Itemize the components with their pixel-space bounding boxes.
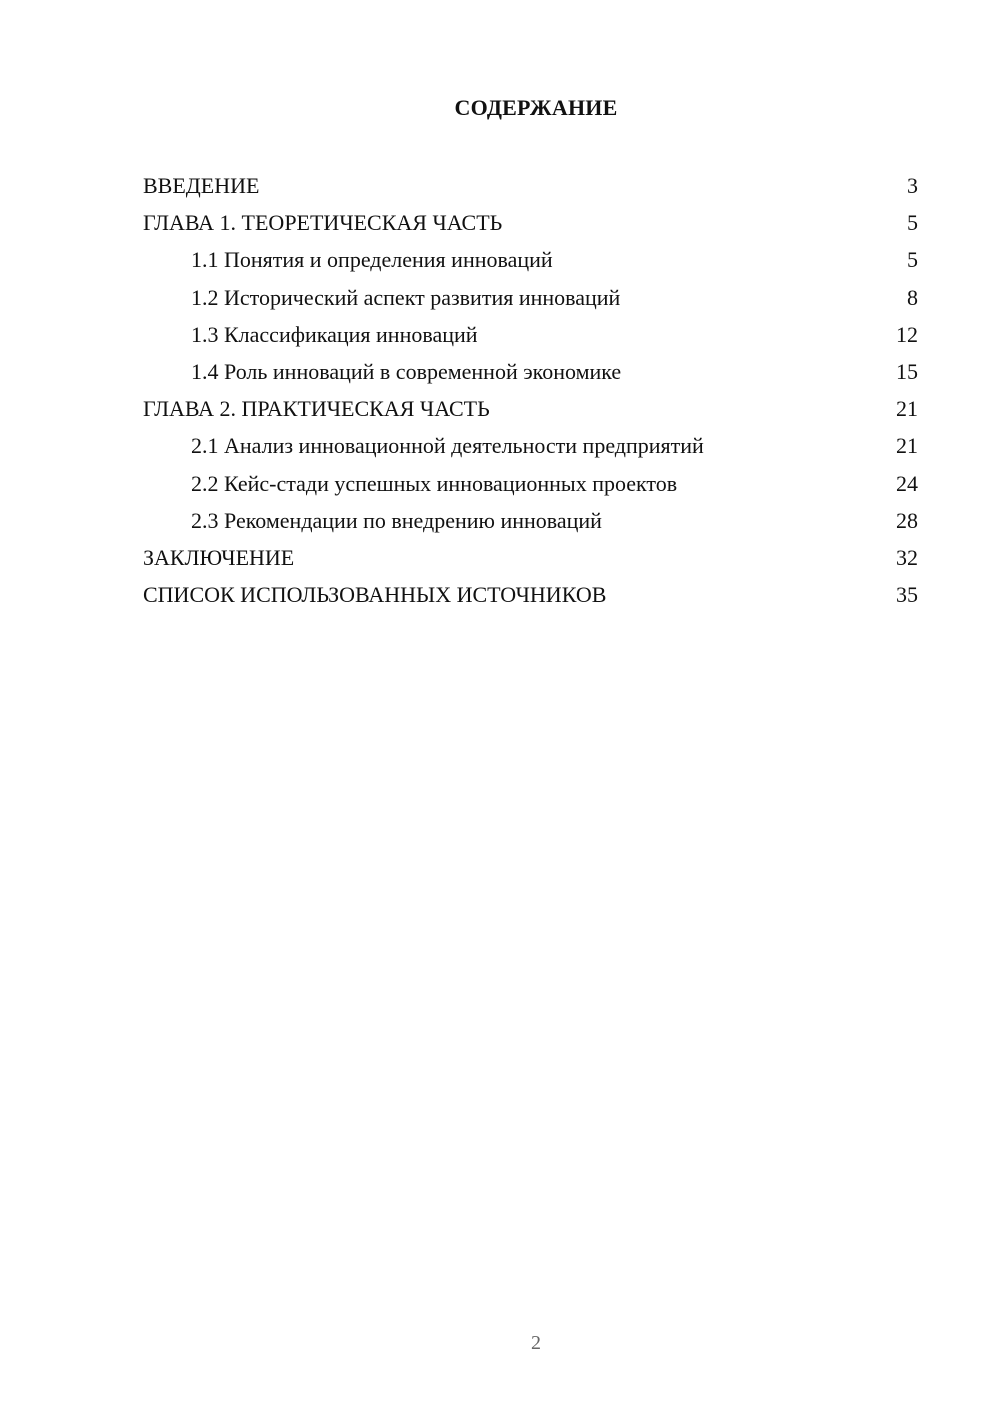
toc-entry-label: ГЛАВА 2. ПРАКТИЧЕСКАЯ ЧАСТЬ [143, 396, 490, 422]
toc-entry-page: 21 [896, 433, 918, 459]
toc-entry-label: 1.2 Исторический аспект развития инноваций [191, 284, 621, 310]
toc-entry-label: ГЛАВА 1. ТЕОРЕТИЧЕСКАЯ ЧАСТЬ [143, 210, 503, 236]
toc-entry-conclusion[interactable] [143, 539, 918, 576]
toc-entry-chapter-1[interactable] [143, 204, 918, 241]
toc-entry-page: 3 [907, 173, 918, 198]
toc-entry-label: 2.1 Анализ инновационной деятельности предприятий [191, 433, 704, 459]
toc-entry-page: 28 [896, 507, 918, 533]
toc-entry-page: 8 [907, 284, 918, 310]
toc-entry-page: 35 [896, 582, 918, 608]
toc-entry-label: ЗАКЛЮЧЕНИЕ [143, 544, 295, 570]
toc-entry-page: 5 [907, 210, 918, 236]
toc-entry-section-2-2[interactable] [143, 465, 918, 502]
toc-entry-section-2-1[interactable] [143, 427, 918, 464]
toc-entry-page: 21 [896, 396, 918, 422]
toc-entry-section-1-2[interactable] [143, 279, 918, 316]
toc-entry-label: ВВЕДЕНИЕ [143, 173, 260, 198]
toc-entry-section-1-4[interactable] [143, 353, 918, 390]
toc-entry-label: 1.3 Классификация инноваций [191, 321, 478, 347]
toc-entry-section-2-3[interactable] [143, 502, 918, 539]
page-title: СОДЕРЖАНИЕ [454, 95, 618, 120]
toc-entry-label: 1.4 Роль инноваций в современной экономике [191, 358, 622, 384]
toc-entry-references[interactable] [143, 576, 918, 613]
toc-entry-section-1-1[interactable] [143, 241, 918, 278]
toc-entry-introduction[interactable] [143, 167, 918, 204]
toc-entry-label: 1.1 Понятия и определения инноваций [191, 247, 553, 273]
toc-entry-page: 15 [896, 358, 918, 384]
table-of-contents [143, 167, 918, 613]
toc-entry-section-1-3[interactable] [143, 316, 918, 353]
toc-entry-label: 2.2 Кейс-стади успешных инновационных проектов [191, 470, 678, 496]
toc-entry-page: 32 [896, 544, 918, 570]
toc-entry-page: 12 [896, 321, 918, 347]
toc-entry-page: 5 [907, 247, 918, 273]
toc-entry-page: 24 [896, 470, 918, 496]
toc-entry-label: 2.3 Рекомендации по внедрению инноваций [191, 507, 602, 533]
page-number: 2 [531, 1332, 541, 1354]
toc-entry-label: СПИСОК ИСПОЛЬЗОВАННЫХ ИСТОЧНИКОВ [143, 582, 607, 608]
toc-entry-chapter-2[interactable] [143, 390, 918, 427]
